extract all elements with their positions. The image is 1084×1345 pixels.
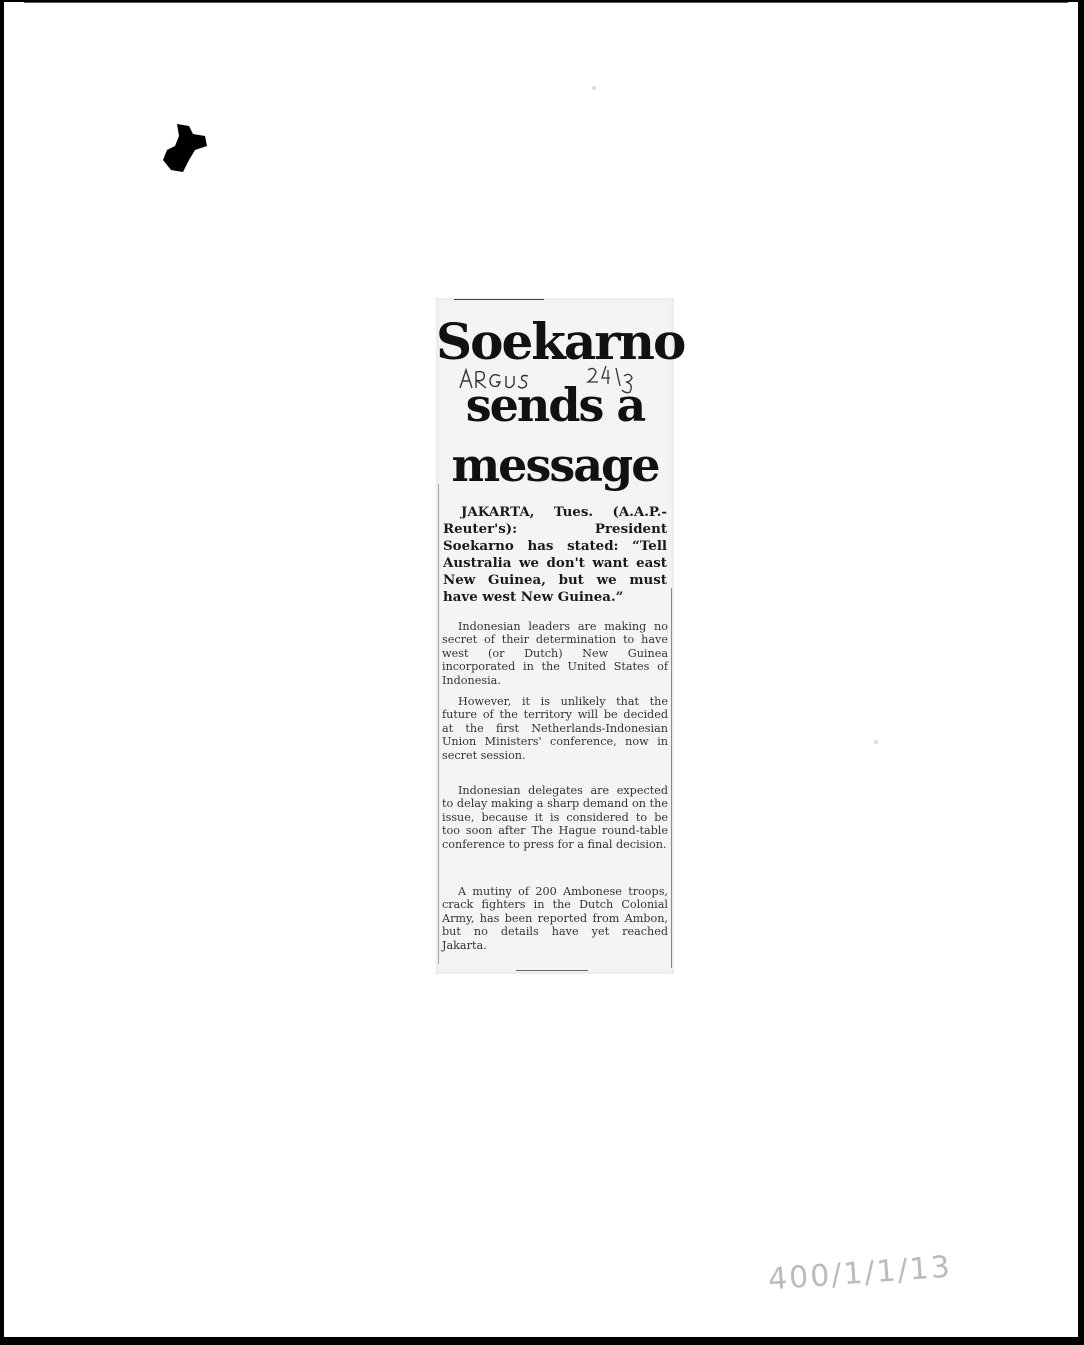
document-sheet: [4, 2, 1078, 1337]
body-paragraph: Indonesian delegates are expected to delay making a sharp demand on the issue, because it is considered to be too soon after The Hague round-table conference to press for a final decision.: [442, 784, 668, 851]
body-paragraph: However, it is unlikely that the future of the territory will be decided at the first Netherlands-Indonesian Union Ministers' conference, now in secret session.: [442, 695, 668, 762]
headline-line-2: sends a: [465, 378, 645, 432]
headline-line-3: message: [451, 438, 659, 492]
clipping-right-edge: [671, 588, 672, 968]
newspaper-clipping: [436, 298, 685, 974]
top-edge-line: [24, 2, 1068, 3]
clipping-top-rule: [454, 299, 544, 300]
body-paragraph: A mutiny of 200 Ambonese troops, crack fighters in the Dutch Colonial Army, has been reported from Ambon, but no details have yet reached Jakarta.: [442, 885, 668, 952]
ink-smudge: [159, 120, 211, 176]
paper-speck: [874, 740, 878, 744]
clipping-left-edge: [438, 484, 439, 964]
clipping-bottom-rule: [516, 970, 588, 971]
lead-paragraph: JAKARTA, Tues. (A.A.P.-Reuter's): President Soekarno has stated: “Tell Australia we don't want east New Guinea, but we must have west New Guinea.”: [443, 504, 667, 605]
headline-line-1: Soekarno: [436, 312, 685, 371]
archive-reference-number: 400/1/1/13: [767, 1249, 953, 1298]
paper-speck: [592, 86, 596, 90]
body-paragraph: Indonesian leaders are making no secret of their determination to have west (or Dutch) New Guinea incorporated in the United States of Indonesia.: [442, 620, 668, 687]
